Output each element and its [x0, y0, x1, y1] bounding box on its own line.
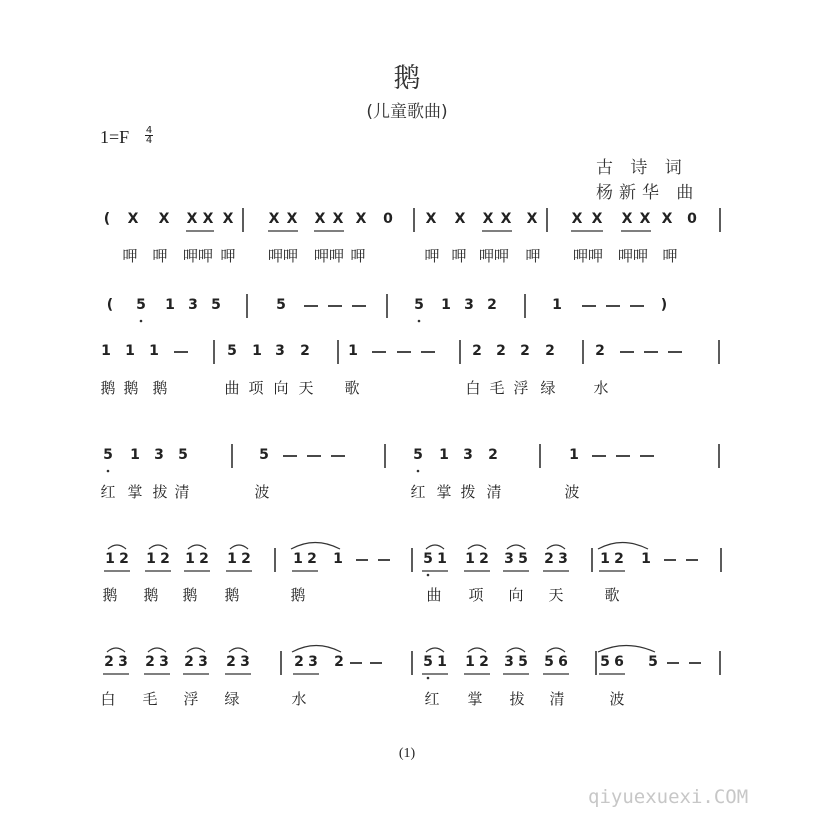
slur: [107, 648, 125, 652]
note: 1: [348, 343, 358, 359]
note: X: [202, 211, 214, 227]
note: 6: [558, 654, 568, 670]
note: 1: [333, 551, 343, 567]
lyric: 呷: [525, 247, 541, 265]
note: 5: [211, 297, 221, 313]
note: 5: [600, 654, 610, 670]
note: 5: [259, 447, 269, 463]
lyric: 呷: [122, 247, 138, 265]
note: 1: [441, 297, 451, 313]
note: 1: [641, 551, 651, 567]
note: 1: [465, 551, 475, 567]
lyric: 拔: [152, 483, 168, 501]
note: 1: [437, 654, 447, 670]
slur: [229, 648, 247, 652]
time-signature-top: 4: [145, 125, 153, 136]
lyric: 水: [593, 379, 609, 397]
note: X: [186, 211, 198, 227]
lyric: 项: [468, 586, 484, 604]
slur: [148, 648, 166, 652]
note: 2: [184, 654, 194, 670]
lyric: 歌: [604, 586, 620, 604]
slur: [426, 545, 444, 549]
note: 3: [240, 654, 250, 670]
lyric: 鹅: [100, 379, 116, 397]
lyric: 曲: [224, 379, 240, 397]
lyric: 清: [549, 690, 565, 708]
lyric: 水: [291, 690, 307, 708]
slur: [547, 648, 565, 652]
note: 1: [185, 551, 195, 567]
lyric: 白: [465, 379, 481, 397]
slur: [507, 545, 525, 549]
note: X: [454, 211, 466, 227]
lyric: 掌: [436, 483, 452, 501]
lyric: 呷: [662, 247, 678, 265]
lyric: 鹅: [123, 379, 139, 397]
note: 5: [423, 654, 433, 670]
note: (: [106, 297, 114, 313]
lyric: 波: [254, 483, 270, 501]
note: 3: [188, 297, 198, 313]
slur: [468, 545, 486, 549]
note: 3: [275, 343, 285, 359]
note: 1: [600, 551, 610, 567]
note: 1: [101, 343, 111, 359]
note: X: [268, 211, 280, 227]
watermark: qiyuexuexi.COM: [588, 786, 749, 808]
note: 3: [198, 654, 208, 670]
lyric: 清: [174, 483, 190, 501]
lyric: 拨: [460, 483, 476, 501]
note: 3: [504, 551, 514, 567]
note: 1: [130, 447, 140, 463]
note: X: [591, 211, 603, 227]
note: 3: [463, 447, 473, 463]
note: 5: [648, 654, 658, 670]
lyric: 向: [508, 586, 524, 604]
note: 2: [119, 551, 129, 567]
note: 3: [154, 447, 164, 463]
lyric: 鹅: [152, 379, 168, 397]
slur: [426, 648, 444, 652]
note: 1: [165, 297, 175, 313]
slur: [188, 545, 206, 549]
tie: [292, 646, 341, 653]
note: 2: [545, 343, 555, 359]
note: 1: [149, 343, 159, 359]
note: (: [103, 211, 111, 227]
lyric: 向: [273, 379, 289, 397]
note: 6: [614, 654, 624, 670]
note: X: [355, 211, 367, 227]
note: 2: [300, 343, 310, 359]
note: X: [127, 211, 139, 227]
note: 5: [178, 447, 188, 463]
time-signature-bottom: 4: [145, 135, 153, 146]
lyric: 掌: [467, 690, 483, 708]
slur: [507, 648, 525, 652]
note: 1: [293, 551, 303, 567]
tie: [598, 543, 648, 550]
note: X: [571, 211, 583, 227]
note: 2: [226, 654, 236, 670]
note: X: [639, 211, 651, 227]
note: X: [286, 211, 298, 227]
low-octave-dot: [427, 574, 430, 577]
note: X: [425, 211, 437, 227]
note: 5: [413, 447, 423, 463]
note: X: [500, 211, 512, 227]
note: 1: [465, 654, 475, 670]
slur: [149, 545, 167, 549]
key-signature: 1=F: [100, 127, 130, 147]
note: X: [314, 211, 326, 227]
lyric: 毛: [142, 690, 158, 708]
lyric: 清: [486, 483, 502, 501]
lyric: 呷呷: [478, 247, 510, 265]
note: 2: [496, 343, 506, 359]
note: 5: [518, 551, 528, 567]
lyric: 红: [100, 483, 116, 501]
note: 3: [504, 654, 514, 670]
lyric: 绿: [224, 690, 240, 708]
note: 1: [125, 343, 135, 359]
lyric: 呷呷: [572, 247, 604, 265]
lyric: 呷呷: [617, 247, 649, 265]
lyric: 鹅: [143, 586, 159, 604]
lyric: 浮: [183, 690, 199, 708]
lyricist-credit: 古 诗 词: [596, 158, 688, 178]
note: 2: [294, 654, 304, 670]
note: 2: [199, 551, 209, 567]
note: ): [660, 297, 668, 313]
lyric: 掌: [127, 483, 143, 501]
note: 3: [308, 654, 318, 670]
lyric: 项: [248, 379, 264, 397]
note: X: [222, 211, 234, 227]
note: 2: [145, 654, 155, 670]
lyric: 歌: [344, 379, 360, 397]
note: 2: [544, 551, 554, 567]
note: 0: [687, 211, 697, 227]
lyric: 红: [424, 690, 440, 708]
note: 2: [160, 551, 170, 567]
low-octave-dot: [140, 320, 143, 323]
note: 2: [520, 343, 530, 359]
lyric: 鹅: [224, 586, 240, 604]
lyric: 浮: [513, 379, 529, 397]
lyric: 呷: [424, 247, 440, 265]
note: 1: [146, 551, 156, 567]
lyric: 鹅: [102, 586, 118, 604]
note: 5: [227, 343, 237, 359]
lyric: 绿: [540, 379, 556, 397]
lyric: 毛: [489, 379, 505, 397]
low-octave-dot: [417, 470, 420, 473]
note: 2: [479, 551, 489, 567]
note: 1: [552, 297, 562, 313]
note: 2: [241, 551, 251, 567]
slur: [547, 545, 565, 549]
lyric: 呷: [451, 247, 467, 265]
low-octave-dot: [107, 470, 110, 473]
note: 5: [414, 297, 424, 313]
note: 2: [334, 654, 344, 670]
note: 2: [488, 447, 498, 463]
slur: [468, 648, 486, 652]
low-octave-dot: [427, 677, 430, 680]
note: 1: [252, 343, 262, 359]
song-title: 鹅: [393, 63, 421, 94]
lyric: 白: [100, 690, 116, 708]
lyric: 波: [609, 690, 625, 708]
note: 2: [614, 551, 624, 567]
lyric: 呷呷: [267, 247, 299, 265]
note: 5: [136, 297, 146, 313]
note: 2: [307, 551, 317, 567]
lyric: 呷: [350, 247, 366, 265]
song-subtitle: (儿童歌曲): [366, 102, 448, 122]
lyric: 拔: [509, 690, 525, 708]
note: 5: [103, 447, 113, 463]
lyric: 天: [548, 586, 564, 604]
lyric: 鹅: [290, 586, 306, 604]
composer-credit: 杨新华 曲: [596, 183, 700, 203]
note: 5: [544, 654, 554, 670]
note: X: [158, 211, 170, 227]
note: 5: [518, 654, 528, 670]
note: 3: [118, 654, 128, 670]
note: 3: [159, 654, 169, 670]
lyric: 呷呷: [182, 247, 214, 265]
slur: [230, 545, 248, 549]
note: 1: [569, 447, 579, 463]
note: 2: [487, 297, 497, 313]
note: 2: [479, 654, 489, 670]
note: 1: [439, 447, 449, 463]
tie: [291, 543, 340, 550]
note: 2: [595, 343, 605, 359]
slur: [187, 648, 205, 652]
note: 3: [558, 551, 568, 567]
note: 5: [423, 551, 433, 567]
note: X: [526, 211, 538, 227]
lyric: 呷: [220, 247, 236, 265]
page-number: (1): [398, 746, 416, 761]
note: 0: [383, 211, 393, 227]
note: 1: [105, 551, 115, 567]
note: X: [661, 211, 673, 227]
low-octave-dot: [418, 320, 421, 323]
note: X: [332, 211, 344, 227]
lyric: 红: [410, 483, 426, 501]
note: X: [621, 211, 633, 227]
lyric: 呷: [152, 247, 168, 265]
lyric: 波: [564, 483, 580, 501]
lyric: 鹅: [182, 586, 198, 604]
lyric: 曲: [426, 586, 442, 604]
note: 2: [472, 343, 482, 359]
note: 3: [464, 297, 474, 313]
note: 1: [227, 551, 237, 567]
note: X: [482, 211, 494, 227]
note: 5: [276, 297, 286, 313]
note: 1: [437, 551, 447, 567]
slur: [108, 545, 126, 549]
lyric: 呷呷: [313, 247, 345, 265]
lyric: 天: [298, 379, 314, 397]
tie: [598, 646, 655, 653]
note: 2: [104, 654, 114, 670]
